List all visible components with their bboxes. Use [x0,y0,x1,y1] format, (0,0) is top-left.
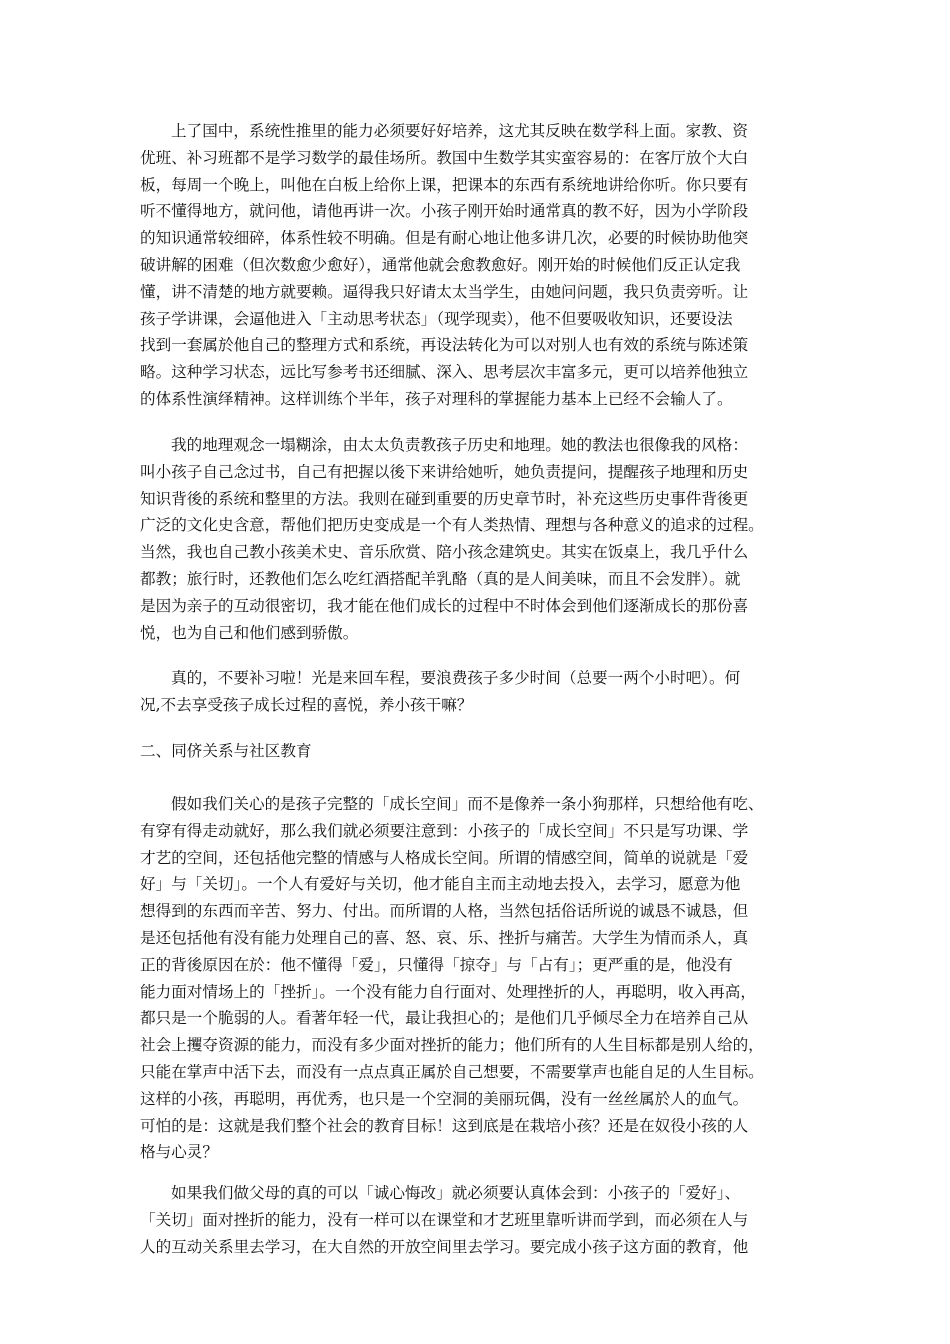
text-line: 我的地理观念一塌糊涂，由太太负责教孩子历史和地理。她的教法也很像我的风格： [171,436,748,454]
text-line: 好」与「关切」。一个人有爱好与关切，他才能自主而主动地去投入，去学习，愿意为他 [140,875,741,894]
text-line: 是还包括他有没有能力处理自己的喜、怒、哀、乐、挫折与痛苦。大学生为情而杀人，真 [140,928,749,947]
text-line: 想得到的东西而辛苦、努力、付出。而所谓的人格，当然包括俗话所说的诚恳不诚恳，但 [140,902,749,921]
text-line: 当然，我也自己教小孩美术史、音乐欣赏、陪小孩念建筑史。其实在饭桌上，我几乎什么 [140,543,749,562]
text-line: 听不懂得地方，就问他，请他再讲一次。小孩子刚开始时通常真的教不好，因为小学阶段 [140,202,749,221]
paragraph-2 [140,432,830,646]
text-line: 如果我们做父母的真的可以「诚心悔改」就必须要认真体会到：小孩子的「爱好」、 [171,1184,741,1202]
text-line: 有穿有得走动就好，那么我们就必须要注意到：小孩子的「成长空间」不只是写功课、学 [140,821,749,840]
text-line: 人的互动关系里去学习，在大自然的开放空间里去学习。要完成小孩子这方面的教育，他 [140,1237,749,1256]
text-line: 都只是一个脆弱的人。看著年轻一代，最让我担心的；是他们几乎倾尽全力在培养自己从 [140,1009,749,1028]
text-line: 找到一套属於他自己的整理方式和系统，再设法转化为可以对别人也有效的系统与陈述策 [140,336,749,355]
text-line: 能力面对情场上的「挫折」。一个没有能力自行面对、处理挫折的人，再聪明，收入再高， [140,982,756,1001]
text-line: 的体系性演绎精神。这样训练个半年，孩子对理科的掌握能力基本上已经不会输人了。 [140,389,733,408]
text-line: 真的，不要补习啦！光是来回车程，要浪费孩子多少时间（总要一两个小时吧）。何 [171,669,741,687]
text-line: 社会上攫夺资源的能力，而没有多少面对挫折的能力；他们所有的人生目标都是别人给的， [140,1036,764,1055]
text-line: 都教；旅行时，还教他们怎么吃红酒搭配羊乳酪（真的是人间美味，而且不会发胖）。就 [140,569,741,588]
text-line: 破讲解的困难（但次数愈少愈好），通常他就会愈教愈好。刚开始的时候他们反正认定我 [140,255,741,274]
text-line: 才艺的空间，还包括他完整的情感与人格成长空间。所谓的情感空间，简单的说就是「爱 [140,848,749,867]
paragraph-4 [140,791,830,1166]
section-heading-block [140,738,830,765]
text-line: 悦，也为自己和他们感到骄傲。 [140,623,359,642]
text-line: 广泛的文化史含意，帮他们把历史变成是一个有人类热情、理想与各种意义的追求的过程。 [140,516,764,535]
text-line: 懂，讲不清楚的地方就要赖。逼得我只好请太太当学生，由她问问题，我只负责旁听。让 [140,282,749,301]
paragraph-3 [140,665,830,719]
section-heading: 二、同侪关系与社区教育 [140,742,312,760]
text-line: 优班、补习班都不是学习数学的最佳场所。教国中生数学其实蛮容易的：在客厅放个大白 [140,148,749,167]
paragraph-1 [140,118,830,413]
text-line: 叫小孩子自己念过书，自己有把握以後下来讲给她听，她负责提问，提醒孩子地理和历史 [140,462,749,481]
text-line: 这样的小孩，再聪明，再优秀，也只是一个空洞的美丽玩偶，没有一丝丝属於人的血气。 [140,1089,749,1108]
text-line: 知识背後的系统和整里的方法。我则在碰到重要的历史章节时，补充这些历史事件背後更 [140,489,749,508]
text-line: 的知识通常较细碎，体系性较不明确。但是有耐心地让他多讲几次，必要的时候协助他突 [140,229,749,248]
text-line: 正的背後原因在於：他不懂得「爱」，只懂得「掠夺」与「占有」；更严重的是，他没有 [140,955,733,974]
text-line: 上了国中，系统性推里的能力必须要好好培养，这尤其反映在数学科上面。家教、资 [171,122,748,140]
text-line: 假如我们关心的是孩子完整的「成长空间」而不是像养一条小狗那样，只想给他有吃、 [171,795,764,813]
paragraph-5 [140,1180,830,1260]
text-line: 是因为亲子的互动很密切，我才能在他们成长的过程中不时体会到他们逐渐成长的那份喜 [140,596,749,615]
text-line: 板，每周一个晚上，叫他在白板上给你上课，把课本的东西有系统地讲给你听。你只要有 [140,175,749,194]
text-line: 「关切」面对挫折的能力，没有一样可以在课堂和才艺班里靠听讲而学到，而必须在人与 [140,1210,749,1229]
text-line: 况,不去享受孩子成长过程的喜悦，养小孩干嘛？ [140,695,473,714]
text-line: 格与心灵？ [140,1143,218,1162]
text-line: 略。这种学习状态，远比写参考书还细腻、深入、思考层次丰富多元，更可以培养他独立 [140,363,749,382]
text-line: 孩子学讲课，会逼他进入「主动思考状态」（现学现卖），他不但要吸收知识，还要设法 [140,309,733,328]
text-line: 可怕的是：这就是我们整个社会的教育目标！这到底是在栽培小孩？还是在奴役小孩的人 [140,1116,749,1135]
text-line: 只能在掌声中活下去，而没有一点点真正属於自己想要，不需要掌声也能自足的人生目标。 [140,1062,764,1081]
